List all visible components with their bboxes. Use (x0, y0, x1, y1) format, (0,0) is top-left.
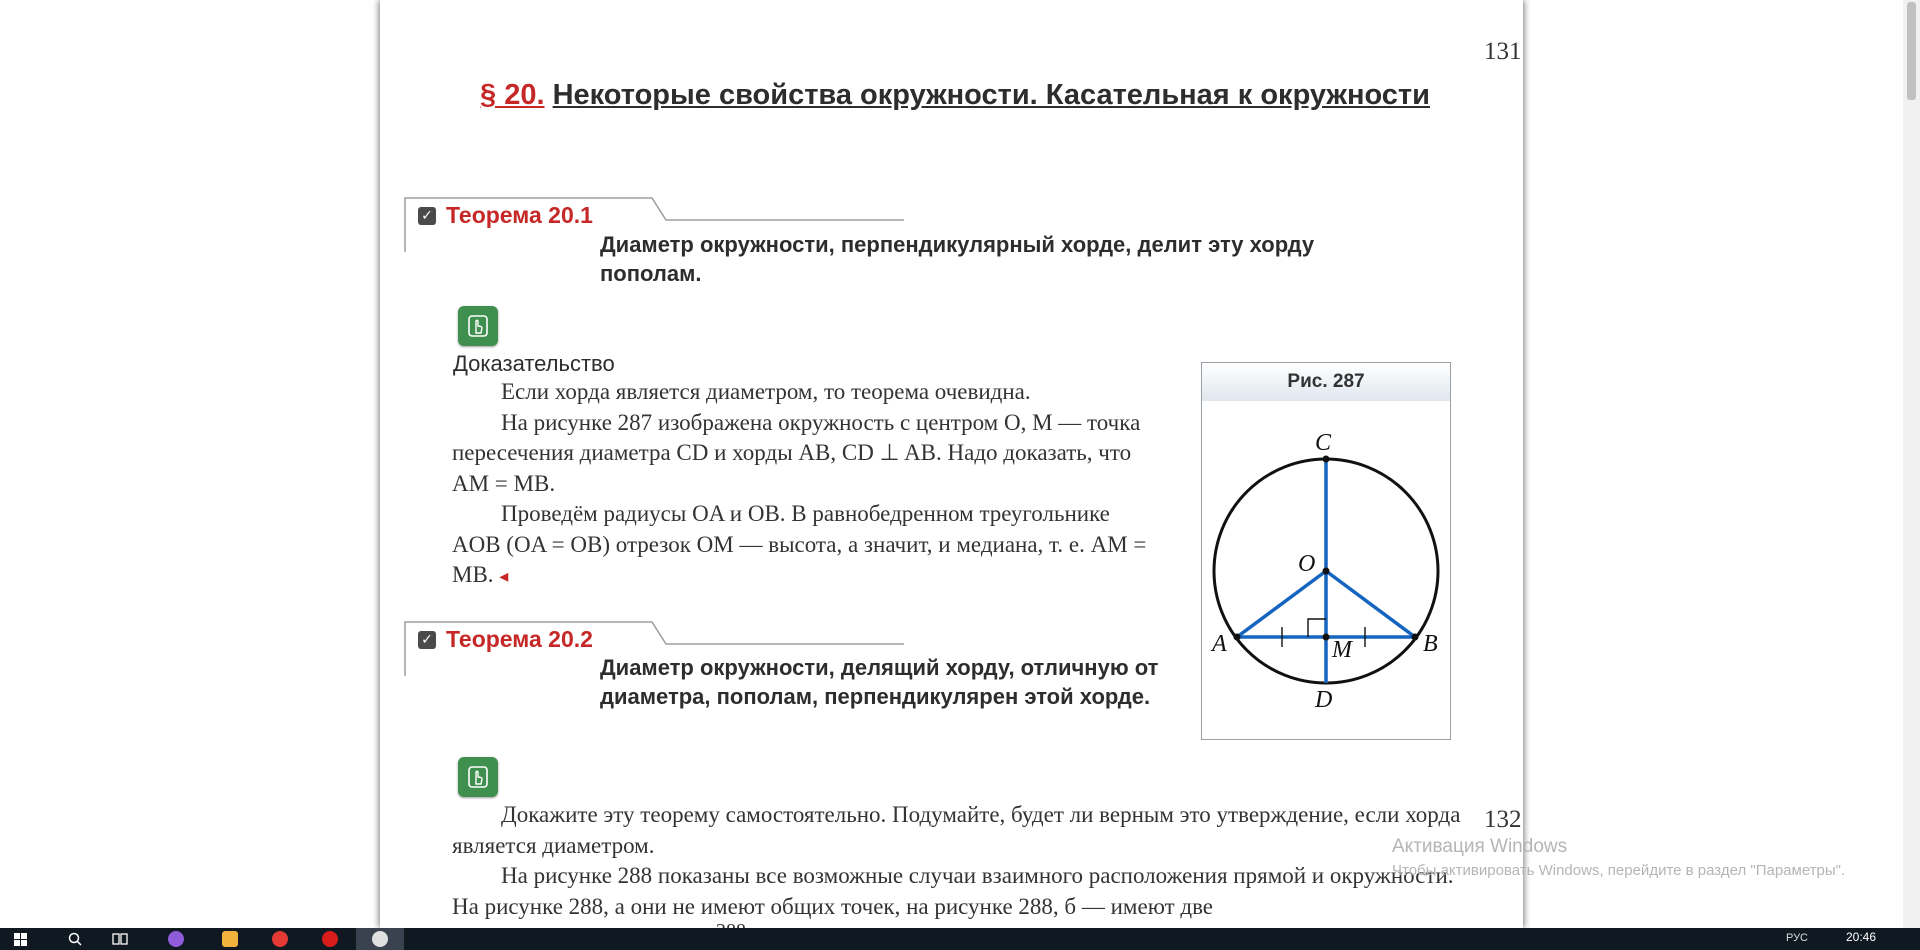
body-text-2 (452, 800, 1462, 922)
point-label-a: A (1212, 631, 1227, 657)
language-indicator[interactable]: РУС (1785, 932, 1808, 944)
theorem-block-2 (404, 616, 1404, 746)
theorem-block-1 (404, 192, 1404, 292)
proof-end-mark: ◂ (499, 566, 509, 587)
point-label-d: D (1315, 687, 1333, 713)
theorem-header (418, 202, 593, 229)
clock[interactable]: 20:46 (1845, 930, 1876, 944)
theorem-label: Теорема 20.1 (446, 202, 593, 228)
figure-caption: Рис. 287 (1202, 363, 1450, 401)
yandex-browser-icon[interactable] (272, 931, 288, 947)
theorem-statement: Диаметр окружности, делящий хорду, отличную от диаметра, пополам, перпендикулярен этой хорде. (600, 655, 1159, 709)
hand-pointer-icon (467, 314, 489, 338)
vertical-scrollbar[interactable] (1903, 0, 1920, 928)
proof-paragraph-1: Если хорда является диаметром, то теорема очевидна. (501, 379, 1031, 404)
page-number-top: 131 (1484, 38, 1522, 65)
active-app-tab[interactable] (356, 928, 404, 950)
windows-start-icon[interactable] (14, 933, 27, 946)
theorem-header (418, 626, 593, 653)
point-label-b: B (1423, 631, 1438, 657)
checkbox-icon: ✓ (418, 207, 436, 225)
app-icon-purple[interactable] (168, 931, 184, 947)
proof-paragraph-3-text: Проведём радиусы OA и OB. В равнобедренном треугольнике AOB (OA = OB) отрезок OM — высота, а значит, и медиана, т. е. AM = MB. (452, 501, 1147, 587)
taskbar (0, 928, 1920, 950)
search-icon[interactable] (68, 932, 82, 946)
theorem-label: Теорема 20.2 (446, 626, 593, 652)
scrollbar-thumb[interactable] (1907, 2, 1916, 100)
proof-heading: Доказательство (453, 351, 615, 376)
hand-pointer-icon (467, 765, 489, 789)
hand-pointer-button[interactable] (458, 306, 498, 346)
hand-pointer-button[interactable] (458, 757, 498, 797)
proof-paragraph-3 (452, 499, 1152, 593)
point-label-m: M (1332, 637, 1352, 663)
task-view-icon[interactable] (112, 933, 128, 945)
body-paragraph-1: Докажите эту теорему самостоятельно. Подумайте, будет ли верным это утверждение, если хорда является диаметром. (452, 802, 1461, 858)
point-label-o: O (1298, 551, 1316, 577)
activation-watermark-text: Чтобы активировать Windows, перейдите в раздел "Параметры". (1392, 862, 1846, 879)
point-label-c: C (1315, 430, 1332, 456)
activation-watermark-title: Активация Windows (1392, 836, 1568, 857)
folder-icon[interactable] (222, 931, 238, 947)
page-number-bottom: 132 (1484, 806, 1522, 833)
opera-icon[interactable] (322, 931, 338, 947)
body-paragraph-2: На рисунке 288 показаны все возможные случаи взаимного расположения прямой и окружности. На рисунке 288, а они не имеют общих точек, на рисунке 288, б — имеют две (452, 863, 1454, 919)
proof-paragraph-2: На рисунке 287 изображена окружность с центром O, M — точка пересечения диаметра CD и хорды AB, CD ⊥ AB. Надо доказать, что AM = MB. (452, 409, 1141, 496)
theorem-statement: Диаметр окружности, перпендикулярный хорде, делит эту хорду пополам. (600, 232, 1315, 286)
proof-text (452, 377, 1152, 593)
section-title (480, 76, 1430, 114)
active-app-icon (372, 931, 388, 947)
section-title-text: Некоторые свойства окружности. Касательная к окружности (552, 79, 1430, 111)
textbook-page (380, 0, 1523, 928)
section-number: § 20. (480, 79, 545, 111)
checkbox-icon: ✓ (418, 631, 436, 649)
